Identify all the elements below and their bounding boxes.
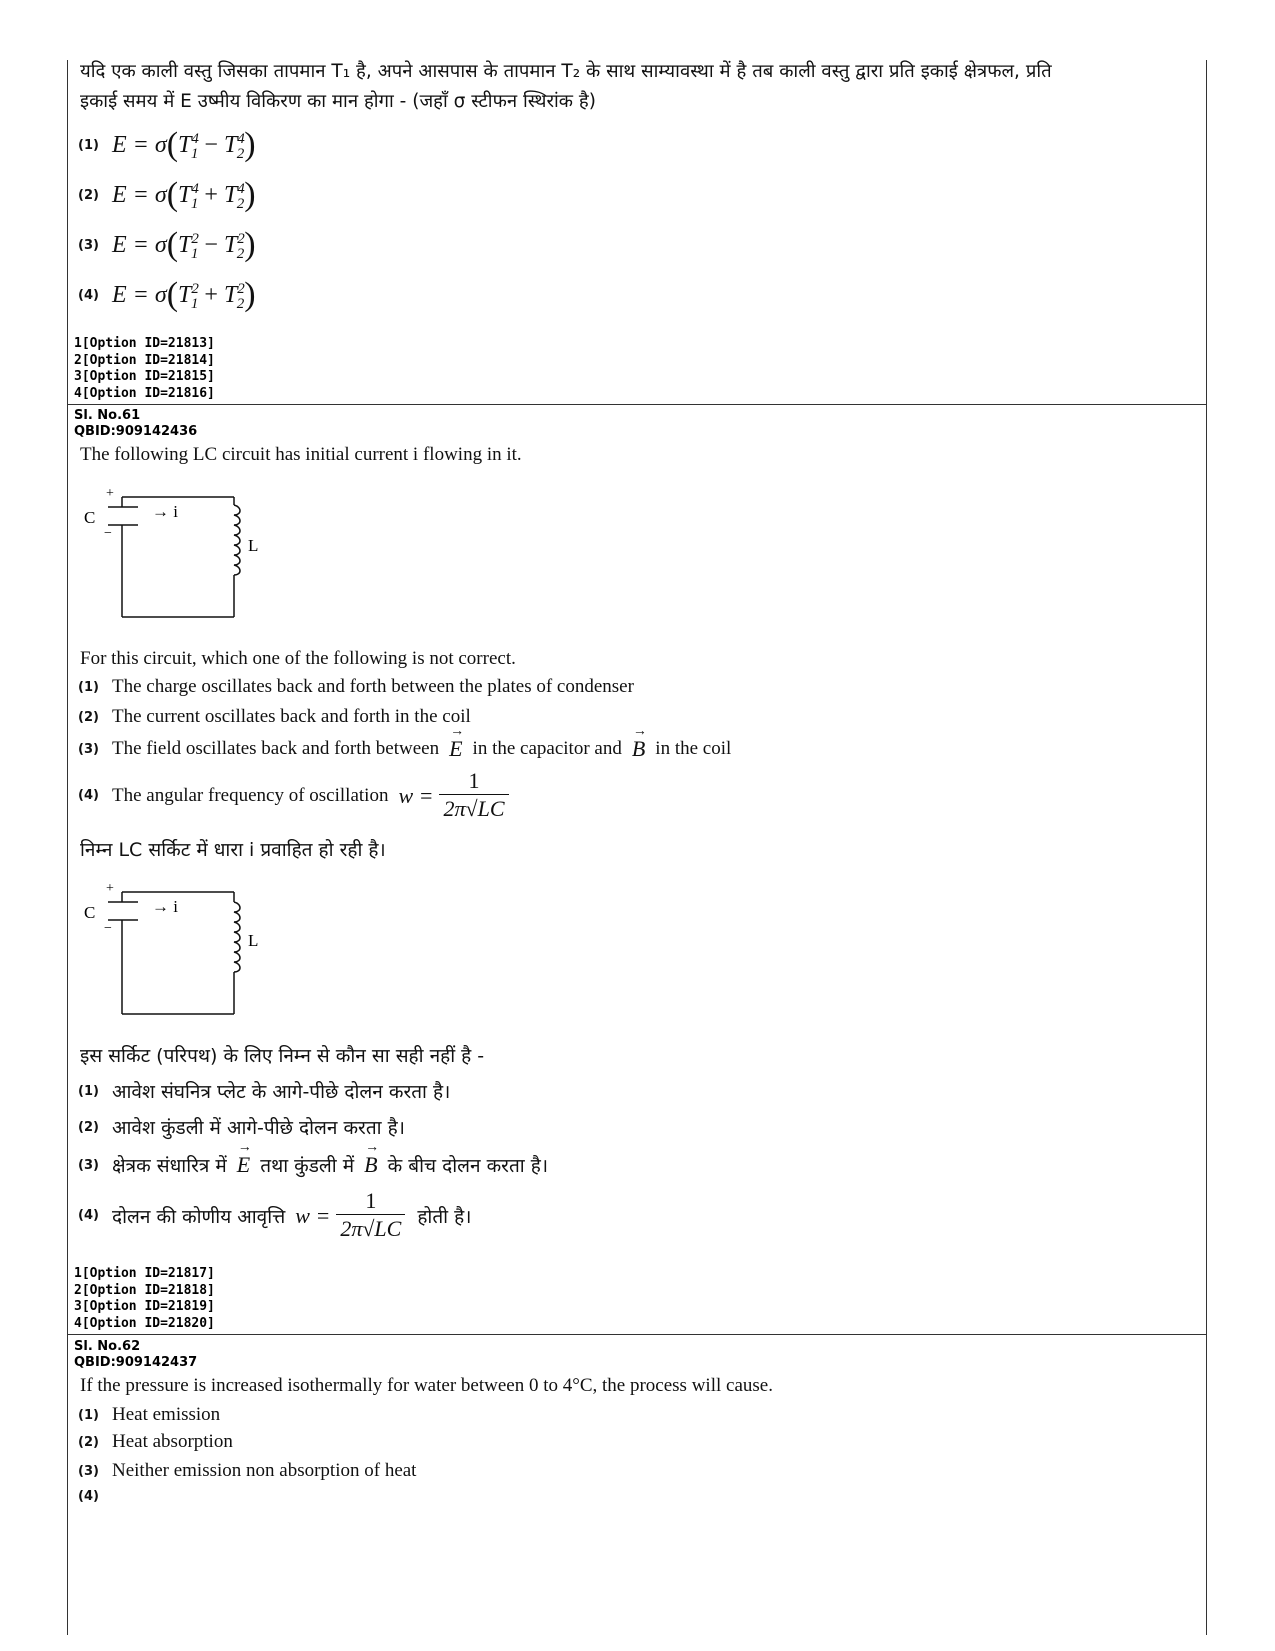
option-number: (1) [78, 137, 99, 153]
vector-b: → B [632, 736, 645, 762]
option-id: 2[Option ID=21814] [74, 352, 215, 368]
option-number: (2) [78, 1119, 99, 1135]
svg-text:→ i: → i [152, 502, 178, 521]
option-number: (4) [78, 287, 99, 303]
option-number: (3) [78, 1463, 99, 1479]
q60-option-ids [74, 336, 215, 402]
lc-circuit-diagram [78, 485, 278, 625]
option-id: 1[Option ID=21817] [74, 1266, 215, 1281]
question-divider [67, 404, 1207, 405]
q61-en-option-1[interactable] [78, 676, 634, 698]
q61-serial-number: Sl. No.61 [74, 408, 141, 423]
svg-text:L: L [248, 931, 259, 950]
q60-question-hindi-line1: यदि एक काली वस्तु जिसका तापमान T₁ है, अपने आसपास के तापमान T₂ के साथ साम्यावस्था में है तब काली वस्तु द्वारा प्रति इकाई क्षेत्रफल, प्रति [80, 61, 1052, 82]
option-number: (2) [78, 187, 99, 203]
svg-text:+: + [106, 882, 114, 896]
option-text: Neither emission non absorption of heat [112, 1460, 417, 1481]
option-id: 4[Option ID=21816] [74, 385, 215, 401]
option-text: आवेश कुंडली में आगे-पीछे दोलन करता है। [112, 1117, 405, 1139]
q61-hi-option-1[interactable] [78, 1078, 450, 1104]
omega-label: w = [398, 782, 434, 808]
option-text: आवेश संघनित्र प्लेट के आगे-पीछे दोलन करता है। [112, 1081, 451, 1103]
q60-option-4-formula: $E = \sigma(T^2_1 + T^2_2)$ [112, 276, 256, 313]
q61-en-option-2[interactable] [78, 706, 471, 728]
q62-question-english: If the pressure is increased isothermally for water between 0 to 4°C, the process will cause. [80, 1375, 773, 1396]
option-id: 4[Option ID=21820] [74, 1315, 215, 1331]
q60-option-4[interactable] [78, 276, 256, 314]
q61-hi-option-4[interactable] [78, 1188, 471, 1243]
vector-e: → E [449, 736, 462, 762]
option-id: 2[Option ID=21818] [74, 1282, 215, 1298]
svg-text:→ i: → i [152, 897, 178, 916]
q61-option-ids [74, 1266, 215, 1332]
q60-option-2-formula: $E = \sigma(T^4_1 + T^4_2)$ [112, 176, 256, 213]
q61-en-option-4[interactable] [78, 768, 515, 823]
frequency-fraction: $\frac{1}{2\pi√LC}$ [439, 768, 508, 823]
option-number: (3) [78, 237, 99, 253]
q61-qbid: QBID:909142436 [74, 424, 198, 439]
option-number: (1) [78, 1083, 99, 1099]
svg-text:−: − [104, 921, 112, 936]
option-text: क्षेत्रक संधारित्र में [112, 1155, 227, 1177]
svg-text:C: C [84, 903, 96, 922]
q61-hi-option-3[interactable] [78, 1152, 548, 1178]
q62-serial-number: Sl. No.62 [74, 1339, 141, 1354]
q60-option-1-formula: $E = \sigma(T^4_1 - T^4_2)$ [112, 126, 256, 163]
q62-option-3[interactable] [78, 1460, 416, 1482]
frequency-fraction: $\frac{1}{2\pi√LC}$ [336, 1188, 405, 1243]
q62-option-4[interactable] [78, 1489, 112, 1504]
option-id: 1[Option ID=21813] [74, 336, 215, 351]
svg-text:C: C [84, 508, 96, 527]
option-text: in the coil [655, 738, 732, 759]
option-text: Heat absorption [112, 1431, 233, 1452]
q60-option-3-formula: $E = \sigma(T^2_1 - T^2_2)$ [112, 226, 256, 263]
option-number: (4) [78, 1208, 99, 1223]
q60-option-1[interactable] [78, 126, 256, 164]
q62-option-2[interactable] [78, 1431, 233, 1453]
option-number: (1) [78, 1407, 99, 1423]
option-text: in the capacitor and [472, 738, 622, 759]
svg-text:L: L [248, 536, 259, 555]
lc-circuit-diagram-hindi [78, 882, 278, 1022]
question-divider [67, 1334, 1207, 1335]
q61-prompt-english: For this circuit, which one of the following is not correct. [80, 648, 516, 669]
option-text: Heat emission [112, 1404, 221, 1425]
svg-text:−: − [104, 526, 112, 541]
option-text: के बीच दोलन करता है। [387, 1155, 549, 1177]
vector-e: → E [237, 1152, 250, 1178]
q60-option-2[interactable] [78, 176, 256, 214]
vector-b: → B [364, 1152, 377, 1178]
option-number: (2) [78, 1434, 99, 1450]
option-text: The current oscillates back and forth in the coil [112, 706, 471, 727]
q62-option-1[interactable] [78, 1404, 220, 1426]
option-id: 3[Option ID=21819] [74, 1299, 215, 1314]
option-text: The field oscillates back and forth between [112, 738, 440, 759]
option-text: दोलन की कोणीय आवृत्ति [112, 1205, 286, 1228]
q61-question-english: The following LC circuit has initial current i flowing in it. [80, 444, 522, 465]
omega-label: w = [295, 1202, 331, 1228]
option-number: (4) [78, 788, 99, 803]
q61-hi-option-2[interactable] [78, 1114, 405, 1140]
option-text: The charge oscillates back and forth between the plates of condenser [112, 676, 634, 697]
q62-qbid: QBID:909142437 [74, 1355, 198, 1370]
option-number: (3) [78, 741, 99, 757]
q60-option-3[interactable] [78, 226, 256, 264]
q61-prompt-hindi: इस सर्किट (परिपथ) के लिए निम्न से कौन सा सही नहीं है - [80, 1045, 485, 1067]
option-number: (1) [78, 679, 99, 695]
q61-question-hindi: निम्न LC सर्किट में धारा i प्रवाहित हो रही है। [80, 839, 386, 861]
option-text: होती है। [417, 1205, 472, 1228]
option-number: (2) [78, 709, 99, 725]
svg-text:+: + [106, 486, 114, 501]
q60-question-hindi-line2: इकाई समय में E उष्मीय विकिरण का मान होगा - (जहाँ σ स्टीफन स्थिरांक है) [80, 91, 596, 112]
option-id: 3[Option ID=21815] [74, 369, 215, 384]
option-text: तथा कुंडली में [260, 1155, 355, 1177]
option-text: The angular frequency of oscillation [112, 784, 389, 806]
option-number: (3) [78, 1157, 99, 1173]
q61-en-option-3[interactable] [78, 736, 731, 762]
option-number: (4) [78, 1489, 99, 1504]
